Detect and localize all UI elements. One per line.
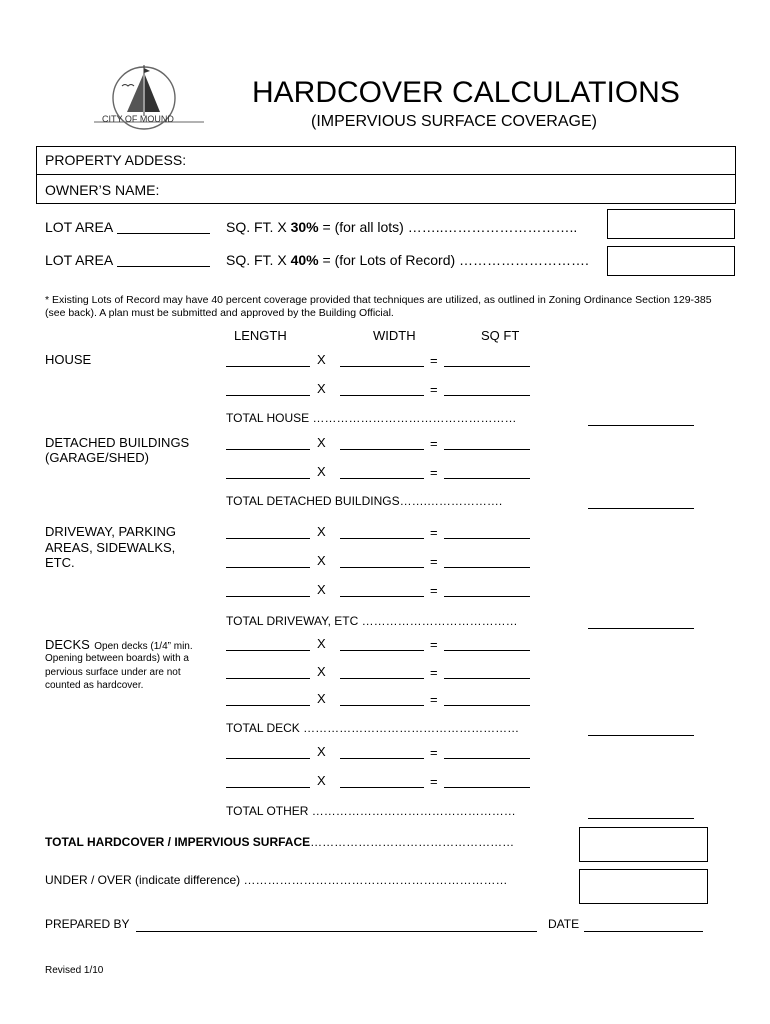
col-sqft: SQ FT xyxy=(481,328,520,343)
equals-sign: = xyxy=(430,745,438,760)
date-label: DATE xyxy=(548,917,580,931)
width-input[interactable] xyxy=(340,596,424,597)
total-other-input[interactable] xyxy=(588,818,694,819)
house-label: HOUSE xyxy=(45,352,92,367)
lot-area-result-box-1[interactable] xyxy=(607,209,735,239)
sqft-input[interactable] xyxy=(444,705,530,706)
times-sign: X xyxy=(317,744,326,759)
equals-sign: = xyxy=(430,436,438,451)
width-input[interactable] xyxy=(340,567,424,568)
equals-sign: = xyxy=(430,382,438,397)
driveway-label-3: ETC. xyxy=(45,555,75,570)
equals-sign: = xyxy=(430,525,438,540)
decks-note-3: pervious surface under are not xyxy=(45,667,181,678)
width-input[interactable] xyxy=(340,678,424,679)
times-sign: X xyxy=(317,524,326,539)
times-sign: X xyxy=(317,381,326,396)
sqft-input[interactable] xyxy=(444,678,530,679)
length-input[interactable] xyxy=(226,705,310,706)
length-input[interactable] xyxy=(226,538,310,539)
page-subtitle: (IMPERVIOUS SURFACE COVERAGE) xyxy=(311,113,597,130)
equals-sign: = xyxy=(430,583,438,598)
sqft-input[interactable] xyxy=(444,366,530,367)
detached-label-2: (GARAGE/SHED) xyxy=(45,450,150,465)
width-input[interactable] xyxy=(340,366,424,367)
width-input[interactable] xyxy=(340,395,424,396)
length-input[interactable] xyxy=(226,650,310,651)
times-sign: X xyxy=(317,553,326,568)
total-driveway-input[interactable] xyxy=(588,628,694,629)
length-input[interactable] xyxy=(226,678,310,679)
sqft-input[interactable] xyxy=(444,596,530,597)
sqft-input[interactable] xyxy=(444,449,530,450)
times-sign: X xyxy=(317,582,326,597)
times-sign: X xyxy=(317,773,326,788)
revised-note: Revised 1/10 xyxy=(45,965,104,976)
equals-sign: = xyxy=(430,774,438,789)
col-length: LENGTH xyxy=(234,328,287,343)
equals-sign: = xyxy=(430,353,438,368)
logo-text: CITY OF MOUND xyxy=(102,114,174,124)
total-other-label: TOTAL OTHER …………………………………………… xyxy=(226,804,516,818)
total-deck-input[interactable] xyxy=(588,735,694,736)
sqft-input[interactable] xyxy=(444,567,530,568)
prepared-by-label: PREPARED BY xyxy=(45,917,130,931)
width-input[interactable] xyxy=(340,478,424,479)
width-input[interactable] xyxy=(340,787,424,788)
under-over-label: UNDER / OVER (indicate difference) ………………………………………………………… xyxy=(45,873,508,887)
length-input[interactable] xyxy=(226,567,310,568)
length-input[interactable] xyxy=(226,787,310,788)
length-input[interactable] xyxy=(226,596,310,597)
total-driveway-label: TOTAL DRIVEWAY, ETC ………………………………… xyxy=(226,614,518,628)
times-sign: X xyxy=(317,435,326,450)
sqft-input[interactable] xyxy=(444,787,530,788)
sqft-input[interactable] xyxy=(444,478,530,479)
driveway-label-2: AREAS, SIDEWALKS, xyxy=(45,540,176,555)
total-house-label: TOTAL HOUSE …………………………………………… xyxy=(226,411,517,425)
under-over-box[interactable] xyxy=(579,869,708,904)
times-sign: X xyxy=(317,636,326,651)
driveway-label-1: DRIVEWAY, PARKING xyxy=(45,524,176,539)
date-input[interactable] xyxy=(584,931,703,932)
property-address-label[interactable]: PROPERTY ADDESS: xyxy=(45,152,187,168)
decks-label: DECKS Open decks (1/4” min. xyxy=(45,637,193,652)
page-title: HARDCOVER CALCULATIONS xyxy=(252,76,680,109)
total-house-input[interactable] xyxy=(588,425,694,426)
lot-area-calc-1: SQ. FT. X 30% = (for all lots) ……..……………………….. xyxy=(226,219,578,235)
equals-sign: = xyxy=(430,665,438,680)
sqft-input[interactable] xyxy=(444,395,530,396)
owners-name-label[interactable]: OWNER’S NAME: xyxy=(45,182,160,198)
sqft-input[interactable] xyxy=(444,538,530,539)
decks-note-2: Opening between boards) with a xyxy=(45,653,189,664)
sqft-input[interactable] xyxy=(444,650,530,651)
equals-sign: = xyxy=(430,465,438,480)
equals-sign: = xyxy=(430,554,438,569)
total-deck-label: TOTAL DECK ……………………………………………… xyxy=(226,721,520,735)
width-input[interactable] xyxy=(340,650,424,651)
length-input[interactable] xyxy=(226,366,310,367)
times-sign: X xyxy=(317,691,326,706)
length-input[interactable] xyxy=(226,449,310,450)
col-width: WIDTH xyxy=(373,328,416,343)
sqft-input[interactable] xyxy=(444,758,530,759)
total-hardcover-label: TOTAL HARDCOVER / IMPERVIOUS SURFACE…………………………………………… xyxy=(45,835,515,849)
prepared-by-input[interactable] xyxy=(136,931,537,932)
length-input[interactable] xyxy=(226,395,310,396)
lot-area-input-2[interactable] xyxy=(117,266,210,267)
width-input[interactable] xyxy=(340,538,424,539)
length-input[interactable] xyxy=(226,478,310,479)
equals-sign: = xyxy=(430,692,438,707)
detached-label-1: DETACHED BUILDINGS xyxy=(45,435,190,450)
lot-area-label-1: LOT AREA xyxy=(45,219,114,235)
times-sign: X xyxy=(317,664,326,679)
total-detached-label: TOTAL DETACHED BUILDINGS…….………………. xyxy=(226,494,503,508)
equals-sign: = xyxy=(430,637,438,652)
lot-area-calc-2: SQ. FT. X 40% = (for Lots of Record) ………………………. xyxy=(226,252,589,268)
lots-of-record-note: * Existing Lots of Record may have 40 percent coverage provided that techniques are utilized, as outlined in Zoning Ordinance Section 129-385 (see back). A plan must be submitted and approved by the Building Official. xyxy=(45,294,712,319)
total-hardcover-box[interactable] xyxy=(579,827,708,862)
lot-area-label-2: LOT AREA xyxy=(45,252,114,268)
times-sign: X xyxy=(317,464,326,479)
lot-area-result-box-2[interactable] xyxy=(607,246,735,276)
times-sign: X xyxy=(317,352,326,367)
width-input[interactable] xyxy=(340,449,424,450)
total-detached-input[interactable] xyxy=(588,508,694,509)
lot-area-input-1[interactable] xyxy=(117,233,210,234)
width-input[interactable] xyxy=(340,758,424,759)
length-input[interactable] xyxy=(226,758,310,759)
width-input[interactable] xyxy=(340,705,424,706)
decks-note-4: counted as hardcover. xyxy=(45,680,144,691)
